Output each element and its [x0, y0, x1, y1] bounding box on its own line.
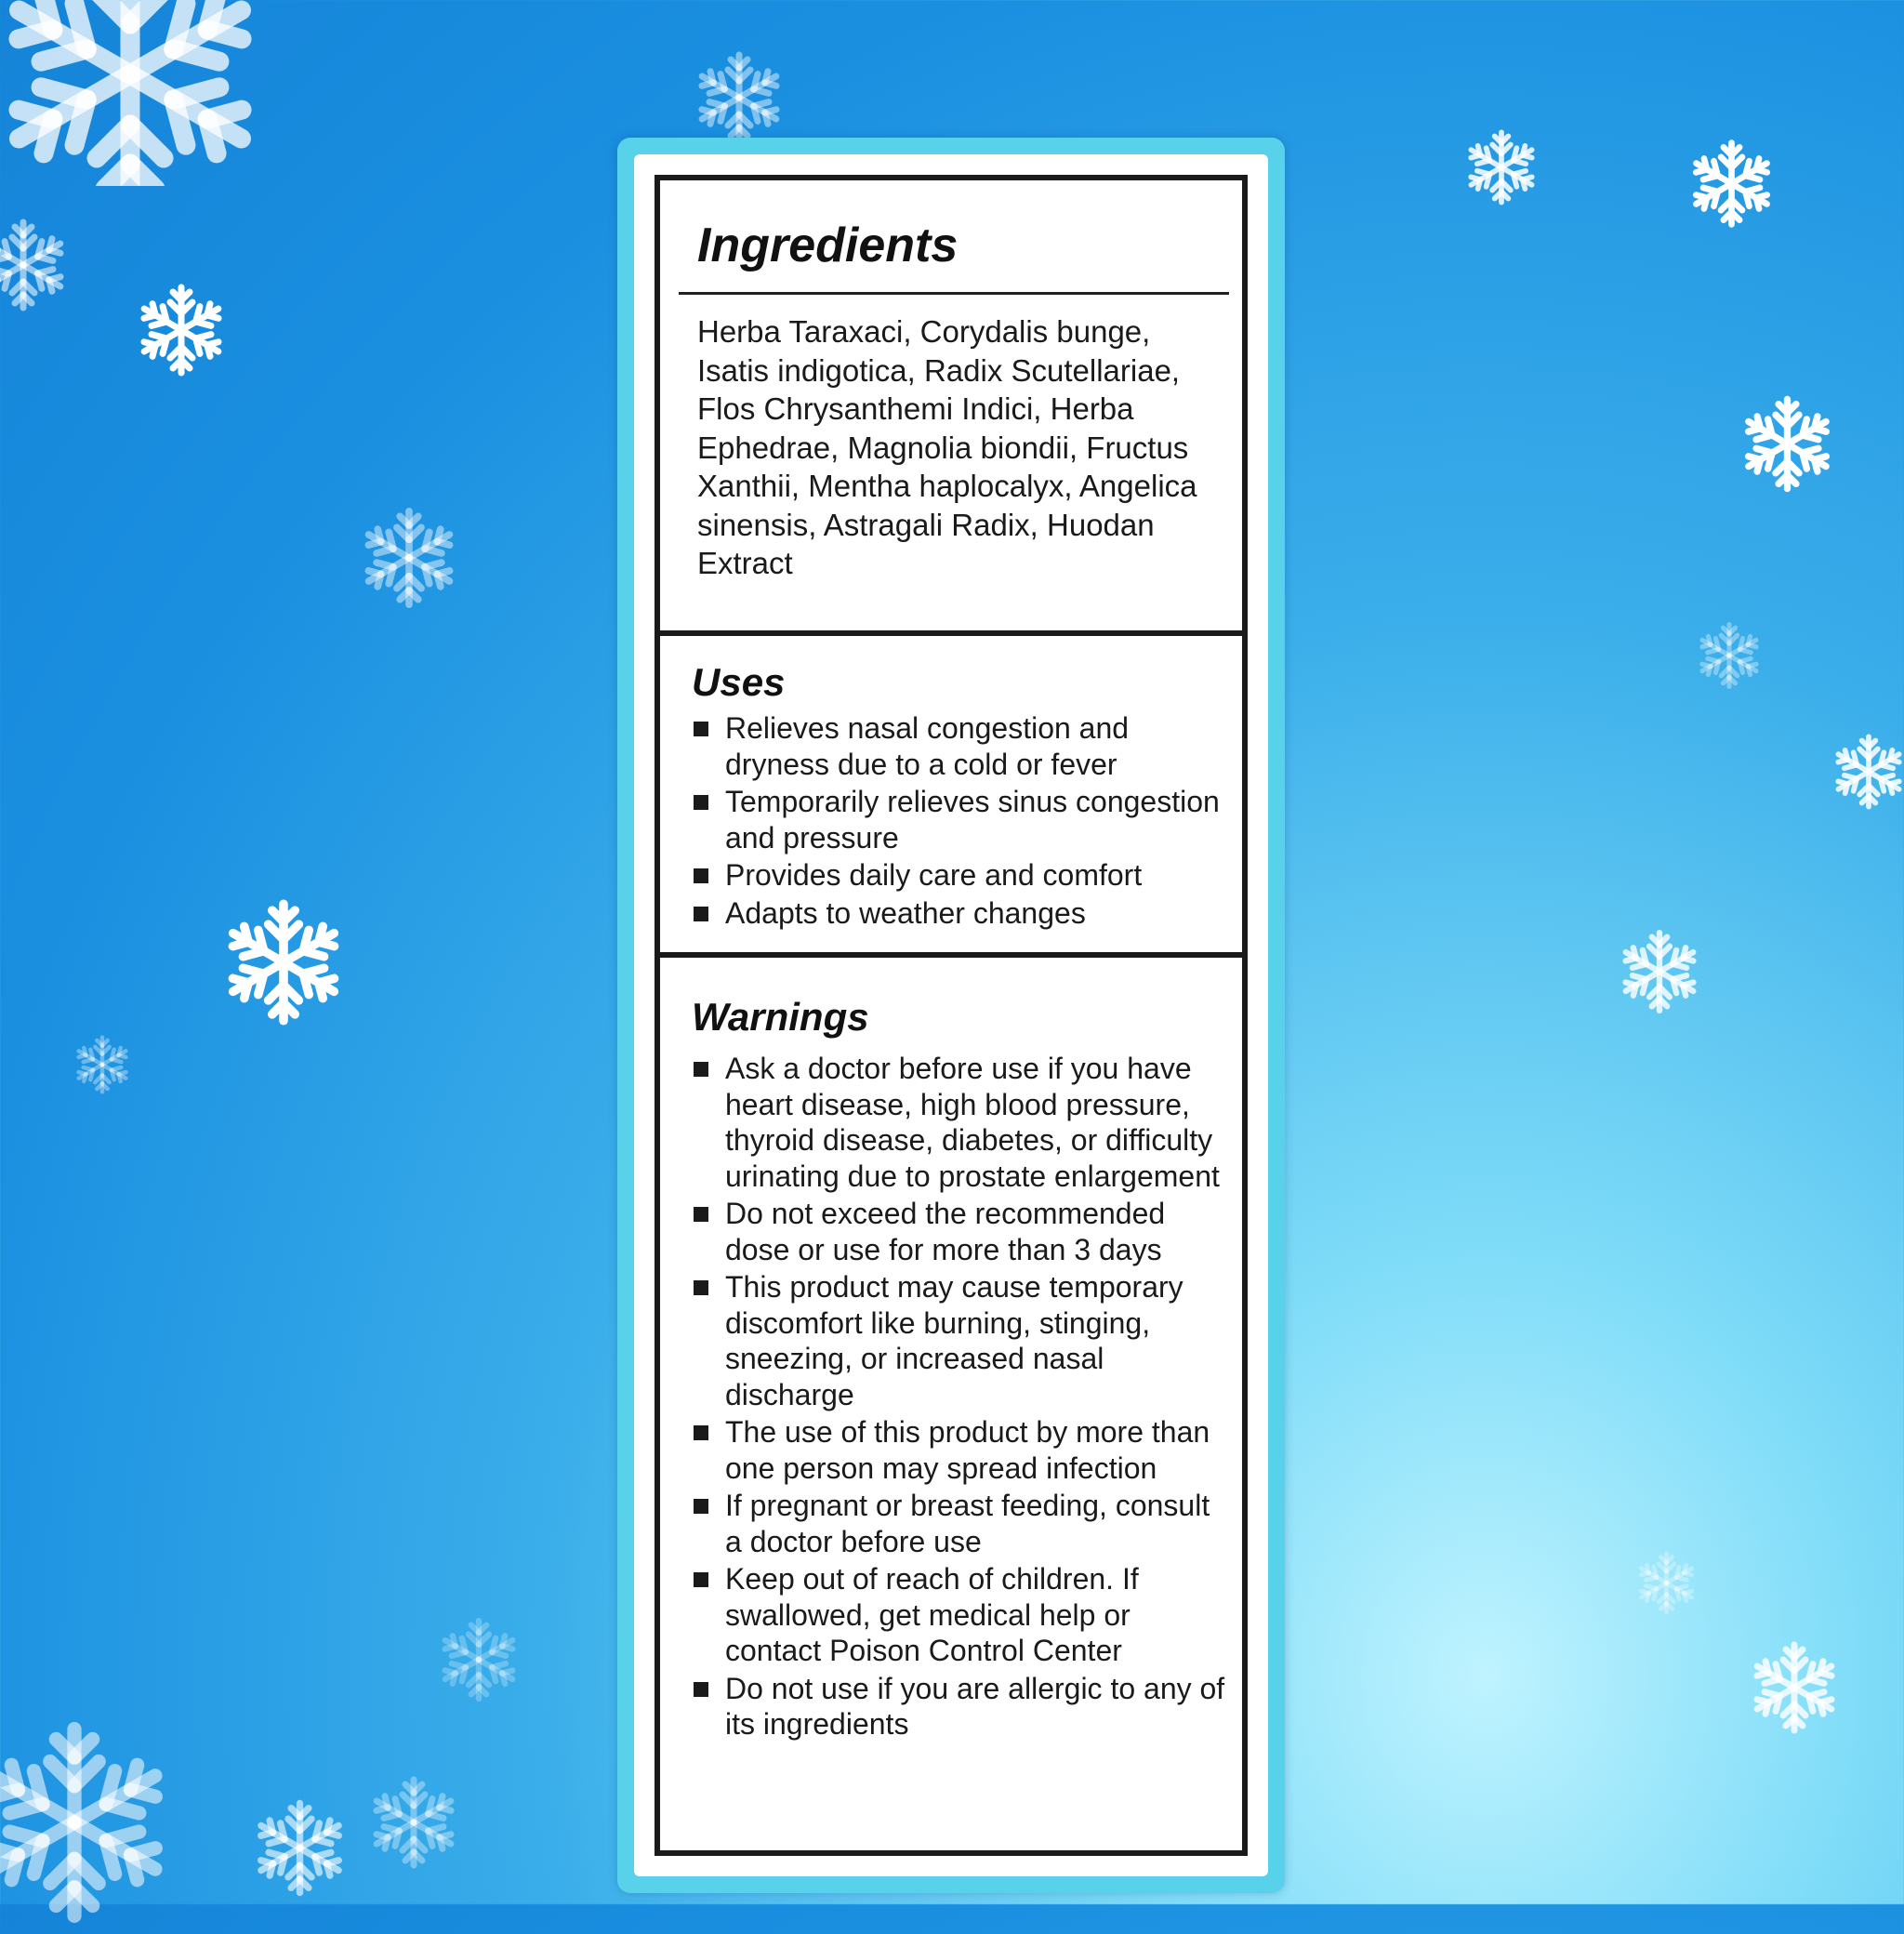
list-item: Do not exceed the recommended dose or use for more than 3 days — [692, 1196, 1227, 1267]
list-item: Keep out of reach of children. If swallowed, get medical help or contact Poison Control Center — [692, 1561, 1227, 1669]
list-item: Ask a doctor before use if you have heart disease, high blood pressure, thyroid disease, diabetes, or difficulty urinating due to prostate enlargement — [692, 1051, 1227, 1194]
product-label — [617, 138, 1285, 1893]
title-divider — [679, 292, 1229, 295]
warnings-section — [660, 958, 1242, 1850]
label-panel — [634, 154, 1268, 1876]
label-box — [654, 175, 1248, 1856]
snowflake-icon — [1734, 391, 1841, 497]
snowflake-icon — [1613, 925, 1706, 1018]
list-item: Relieves nasal congestion and dryness due to a cold or fever — [692, 710, 1227, 782]
snowflake-icon — [246, 1795, 353, 1901]
square-bullet-icon — [694, 1499, 708, 1514]
list-item: Adapts to weather changes — [692, 895, 1227, 932]
snowflake-icon — [0, 0, 270, 186]
snowflake-icon — [1632, 1548, 1701, 1618]
snowflake-icon — [432, 1613, 525, 1706]
list-item: Provides daily care and comfort — [692, 857, 1227, 894]
square-bullet-icon — [694, 868, 708, 883]
warnings-list — [692, 1051, 1227, 1744]
snowflake-icon — [363, 1771, 465, 1874]
ingredients-text: Herba Taraxaci, Corydalis bunge, Isatis indigotica, Radix Scutellariae, Flos Chrysanthemi Indici, Herba Ephedrae, Magnolia biondii, Fructus Xanthii, Mentha haplocalyx, Angelica sinensis, Astragali Radix, Huodan Extract — [697, 314, 1197, 580]
square-bullet-icon — [694, 1425, 708, 1440]
snowflake-icon — [1743, 1636, 1845, 1739]
list-item: Temporarily relieves sinus congestion and pressure — [692, 784, 1227, 855]
uses-list — [692, 710, 1227, 933]
square-bullet-icon — [694, 795, 708, 810]
square-bullet-icon — [694, 1280, 708, 1295]
square-bullet-icon — [694, 1062, 708, 1077]
square-bullet-icon — [694, 1682, 708, 1697]
snowflake-icon — [1827, 730, 1904, 814]
square-bullet-icon — [694, 1572, 708, 1587]
uses-section — [660, 636, 1242, 958]
list-item: Do not use if you are allergic to any of its ingredients — [692, 1671, 1227, 1742]
snowflake-icon — [0, 214, 74, 316]
square-bullet-icon — [694, 907, 708, 921]
list-item: If pregnant or breast feeding, consult a doctor before use — [692, 1488, 1227, 1559]
square-bullet-icon — [694, 1207, 708, 1222]
uses-title: Uses — [692, 660, 786, 704]
snowflake-icon — [0, 1711, 186, 1934]
warnings-title: Warnings — [692, 995, 869, 1039]
snowflake-icon — [214, 893, 353, 1032]
snowflake-icon — [353, 502, 465, 614]
snowflake-icon — [688, 46, 790, 149]
snowflake-icon — [1692, 618, 1766, 693]
ingredients-title: Ingredients — [697, 219, 959, 272]
list-item: This product may cause temporary discomfort like burning, stinging, sneezing, or increased nasal discharge — [692, 1269, 1227, 1412]
snowflake-icon — [130, 279, 232, 381]
ingredients-section — [660, 180, 1242, 636]
list-item: The use of this product by more than one person may spread infection — [692, 1414, 1227, 1486]
snowflake-icon — [70, 1032, 135, 1097]
snowflake-icon — [1683, 135, 1780, 232]
snowflake-icon — [1460, 126, 1543, 209]
square-bullet-icon — [694, 722, 708, 736]
